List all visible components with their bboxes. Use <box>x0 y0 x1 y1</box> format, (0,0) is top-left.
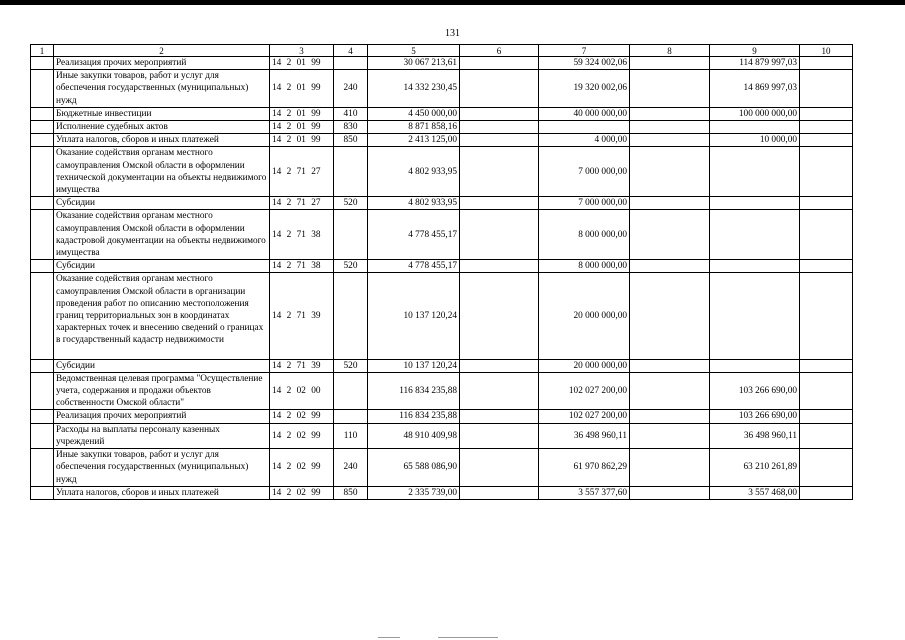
amount-col7-cell: 102 027 200,00 <box>539 372 630 410</box>
row-number-cell <box>31 486 54 499</box>
target-code-cell: 14 2 71 38 <box>270 210 334 260</box>
column-header: 5 <box>368 45 460 57</box>
amount-col6-cell <box>460 359 539 372</box>
expense-name-cell: Субсидии <box>54 197 270 210</box>
amount-col5-cell: 48 910 409,98 <box>368 423 460 448</box>
expense-type-cell <box>334 372 368 410</box>
amount-col10-cell <box>800 486 853 499</box>
row-number-cell <box>31 197 54 210</box>
amount-col5-cell: 10 137 120,24 <box>368 273 460 359</box>
amount-col6-cell <box>460 107 539 120</box>
expense-name-cell: Реализация прочих мероприятий <box>54 410 270 423</box>
expense-name-cell: Субсидии <box>54 260 270 273</box>
expense-type-cell: 520 <box>334 197 368 210</box>
target-code-cell: 14 2 01 99 <box>270 134 334 147</box>
amount-col7-cell: 8 000 000,00 <box>539 210 630 260</box>
amount-col8-cell <box>630 359 710 372</box>
amount-col10-cell <box>800 260 853 273</box>
table-row <box>31 423 853 448</box>
amount-col8-cell <box>630 410 710 423</box>
amount-col5-cell: 8 871 858,16 <box>368 121 460 134</box>
row-number-cell <box>31 359 54 372</box>
amount-col7-cell: 59 324 002,06 <box>539 57 630 70</box>
expense-type-cell <box>334 210 368 260</box>
row-number-cell <box>31 273 54 359</box>
column-header: 9 <box>710 45 800 57</box>
expense-name-cell: Реализация прочих мероприятий <box>54 57 270 70</box>
amount-col10-cell <box>800 70 853 108</box>
expense-name-cell: Ведомственная целевая программа "Осуществление учета, содержания и продажи объектов собственности Омской области" <box>54 372 270 410</box>
expense-type-cell <box>334 410 368 423</box>
amount-col6-cell <box>460 449 539 487</box>
expense-type-cell <box>334 147 368 197</box>
amount-col7-cell: 20 000 000,00 <box>539 359 630 372</box>
table-row <box>31 107 853 120</box>
row-number-cell <box>31 423 54 448</box>
row-number-cell <box>31 121 54 134</box>
amount-col7-cell: 7 000 000,00 <box>539 197 630 210</box>
expense-type-cell: 110 <box>334 423 368 448</box>
table-row <box>31 147 853 197</box>
amount-col8-cell <box>630 70 710 108</box>
amount-col5-cell: 4 778 455,17 <box>368 260 460 273</box>
amount-col7-cell: 40 000 000,00 <box>539 107 630 120</box>
amount-col7-cell <box>539 121 630 134</box>
amount-col7-cell: 4 000,00 <box>539 134 630 147</box>
expense-name-cell: Оказание содействия органам местного самоуправления Омской области в оформлении технической документации на объекты недвижимого имущества <box>54 147 270 197</box>
column-header: 10 <box>800 45 853 57</box>
amount-col5-cell: 4 802 933,95 <box>368 197 460 210</box>
row-number-cell <box>31 449 54 487</box>
expense-name-cell: Оказание содействия органам местного самоуправления Омской области в оформлении кадастровой документации на объекты недвижимого имущества <box>54 210 270 260</box>
amount-col5-cell: 10 137 120,24 <box>368 359 460 372</box>
amount-col8-cell <box>630 273 710 359</box>
amount-col7-cell: 102 027 200,00 <box>539 410 630 423</box>
amount-col8-cell <box>630 121 710 134</box>
row-number-cell <box>31 210 54 260</box>
amount-col8-cell <box>630 197 710 210</box>
header-row <box>31 45 853 57</box>
expense-type-cell: 240 <box>334 70 368 108</box>
row-number-cell <box>31 410 54 423</box>
amount-col10-cell <box>800 410 853 423</box>
amount-col6-cell <box>460 423 539 448</box>
amount-col9-cell <box>710 121 800 134</box>
amount-col9-cell <box>710 273 800 359</box>
table-row <box>31 372 853 410</box>
amount-col10-cell <box>800 210 853 260</box>
amount-col7-cell: 8 000 000,00 <box>539 260 630 273</box>
amount-col6-cell <box>460 147 539 197</box>
target-code-cell: 14 2 02 99 <box>270 423 334 448</box>
column-header: 7 <box>539 45 630 57</box>
amount-col10-cell <box>800 423 853 448</box>
amount-col8-cell <box>630 134 710 147</box>
column-header: 6 <box>460 45 539 57</box>
amount-col5-cell: 116 834 235,88 <box>368 410 460 423</box>
amount-col7-cell: 3 557 377,60 <box>539 486 630 499</box>
amount-col9-cell: 3 557 468,00 <box>710 486 800 499</box>
budget-table <box>30 44 853 500</box>
amount-col9-cell: 103 266 690,00 <box>710 410 800 423</box>
amount-col5-cell: 2 335 739,00 <box>368 486 460 499</box>
amount-col10-cell <box>800 121 853 134</box>
expense-name-cell: Бюджетные инвестиции <box>54 107 270 120</box>
amount-col7-cell: 36 498 960,11 <box>539 423 630 448</box>
scan-artifact <box>438 637 498 638</box>
amount-col8-cell <box>630 147 710 197</box>
table-row <box>31 260 853 273</box>
amount-col9-cell: 114 879 997,03 <box>710 57 800 70</box>
expense-name-cell: Уплата налогов, сборов и иных платежей <box>54 486 270 499</box>
amount-col8-cell <box>630 107 710 120</box>
amount-col7-cell: 7 000 000,00 <box>539 147 630 197</box>
table-row <box>31 70 853 108</box>
expense-name-cell: Оказание содействия органам местного самоуправления Омской области в организации проведения работ по описанию местоположения границ территориальных зон в координатах характерных точек и внесению сведений о границах в государственный кадастр недвижимости <box>54 273 270 359</box>
expense-type-cell: 410 <box>334 107 368 120</box>
page-number: 131 <box>445 28 460 39</box>
table-row <box>31 486 853 499</box>
column-header: 1 <box>31 45 54 57</box>
amount-col5-cell: 30 067 213,61 <box>368 57 460 70</box>
amount-col5-cell: 2 413 125,00 <box>368 134 460 147</box>
amount-col8-cell <box>630 449 710 487</box>
amount-col5-cell: 116 834 235,88 <box>368 372 460 410</box>
row-number-cell <box>31 260 54 273</box>
amount-col10-cell <box>800 372 853 410</box>
amount-col7-cell: 19 320 002,06 <box>539 70 630 108</box>
amount-col9-cell: 36 498 960,11 <box>710 423 800 448</box>
row-number-cell <box>31 372 54 410</box>
amount-col10-cell <box>800 449 853 487</box>
amount-col6-cell <box>460 70 539 108</box>
amount-col5-cell: 4 802 933,95 <box>368 147 460 197</box>
amount-col10-cell <box>800 147 853 197</box>
amount-col6-cell <box>460 210 539 260</box>
amount-col6-cell <box>460 410 539 423</box>
table-row <box>31 197 853 210</box>
expense-type-cell <box>334 273 368 359</box>
amount-col6-cell <box>460 57 539 70</box>
target-code-cell: 14 2 71 27 <box>270 147 334 197</box>
scan-artifact <box>378 637 400 638</box>
target-code-cell: 14 2 02 99 <box>270 486 334 499</box>
table-row <box>31 449 853 487</box>
row-number-cell <box>31 147 54 197</box>
row-number-cell <box>31 107 54 120</box>
amount-col9-cell <box>710 197 800 210</box>
amount-col8-cell <box>630 210 710 260</box>
target-code-cell: 14 2 01 99 <box>270 107 334 120</box>
target-code-cell: 14 2 02 99 <box>270 449 334 487</box>
target-code-cell: 14 2 02 99 <box>270 410 334 423</box>
amount-col6-cell <box>460 121 539 134</box>
table-row <box>31 273 853 359</box>
amount-col8-cell <box>630 486 710 499</box>
amount-col7-cell: 61 970 862,29 <box>539 449 630 487</box>
table-row <box>31 359 853 372</box>
amount-col8-cell <box>630 260 710 273</box>
amount-col9-cell: 10 000,00 <box>710 134 800 147</box>
expense-type-cell: 830 <box>334 121 368 134</box>
expense-type-cell: 850 <box>334 486 368 499</box>
target-code-cell: 14 2 71 39 <box>270 273 334 359</box>
target-code-cell: 14 2 01 99 <box>270 57 334 70</box>
target-code-cell: 14 2 01 99 <box>270 70 334 108</box>
target-code-cell: 14 2 02 00 <box>270 372 334 410</box>
amount-col9-cell <box>710 210 800 260</box>
expense-name-cell: Иные закупки товаров, работ и услуг для обеспечения государственных (муниципальных) нужд <box>54 70 270 108</box>
column-header: 8 <box>630 45 710 57</box>
amount-col8-cell <box>630 372 710 410</box>
row-number-cell <box>31 57 54 70</box>
expense-name-cell: Иные закупки товаров, работ и услуг для обеспечения государственных (муниципальных) нужд <box>54 449 270 487</box>
amount-col9-cell: 63 210 261,89 <box>710 449 800 487</box>
amount-col8-cell <box>630 57 710 70</box>
top-border-line <box>0 0 905 5</box>
expense-type-cell: 850 <box>334 134 368 147</box>
amount-col6-cell <box>460 197 539 210</box>
target-code-cell: 14 2 71 39 <box>270 359 334 372</box>
amount-col5-cell: 14 332 230,45 <box>368 70 460 108</box>
expense-type-cell: 520 <box>334 359 368 372</box>
column-header: 3 <box>270 45 334 57</box>
amount-col5-cell: 4 450 000,00 <box>368 107 460 120</box>
table-row <box>31 134 853 147</box>
amount-col8-cell <box>630 423 710 448</box>
amount-col9-cell: 100 000 000,00 <box>710 107 800 120</box>
target-code-cell: 14 2 01 99 <box>270 121 334 134</box>
expense-type-cell: 240 <box>334 449 368 487</box>
row-number-cell <box>31 134 54 147</box>
amount-col9-cell: 14 869 997,03 <box>710 70 800 108</box>
expense-name-cell: Исполнение судебных актов <box>54 121 270 134</box>
expense-type-cell <box>334 57 368 70</box>
amount-col9-cell <box>710 359 800 372</box>
amount-col6-cell <box>460 260 539 273</box>
target-code-cell: 14 2 71 38 <box>270 260 334 273</box>
amount-col10-cell <box>800 359 853 372</box>
table-row <box>31 210 853 260</box>
amount-col10-cell <box>800 57 853 70</box>
amount-col9-cell: 103 266 690,00 <box>710 372 800 410</box>
table-row <box>31 410 853 423</box>
amount-col5-cell: 65 588 086,90 <box>368 449 460 487</box>
amount-col6-cell <box>460 486 539 499</box>
expense-type-cell: 520 <box>334 260 368 273</box>
amount-col5-cell: 4 778 455,17 <box>368 210 460 260</box>
amount-col7-cell: 20 000 000,00 <box>539 273 630 359</box>
column-header: 2 <box>54 45 270 57</box>
amount-col6-cell <box>460 273 539 359</box>
expense-name-cell: Расходы на выплаты персоналу казенных учреждений <box>54 423 270 448</box>
amount-col10-cell <box>800 134 853 147</box>
row-number-cell <box>31 70 54 108</box>
amount-col6-cell <box>460 372 539 410</box>
expense-name-cell: Уплата налогов, сборов и иных платежей <box>54 134 270 147</box>
amount-col6-cell <box>460 134 539 147</box>
amount-col10-cell <box>800 273 853 359</box>
amount-col10-cell <box>800 197 853 210</box>
expense-name-cell: Субсидии <box>54 359 270 372</box>
amount-col9-cell <box>710 147 800 197</box>
table-row <box>31 121 853 134</box>
column-header: 4 <box>334 45 368 57</box>
amount-col9-cell <box>710 260 800 273</box>
target-code-cell: 14 2 71 27 <box>270 197 334 210</box>
amount-col10-cell <box>800 107 853 120</box>
table-row <box>31 57 853 70</box>
